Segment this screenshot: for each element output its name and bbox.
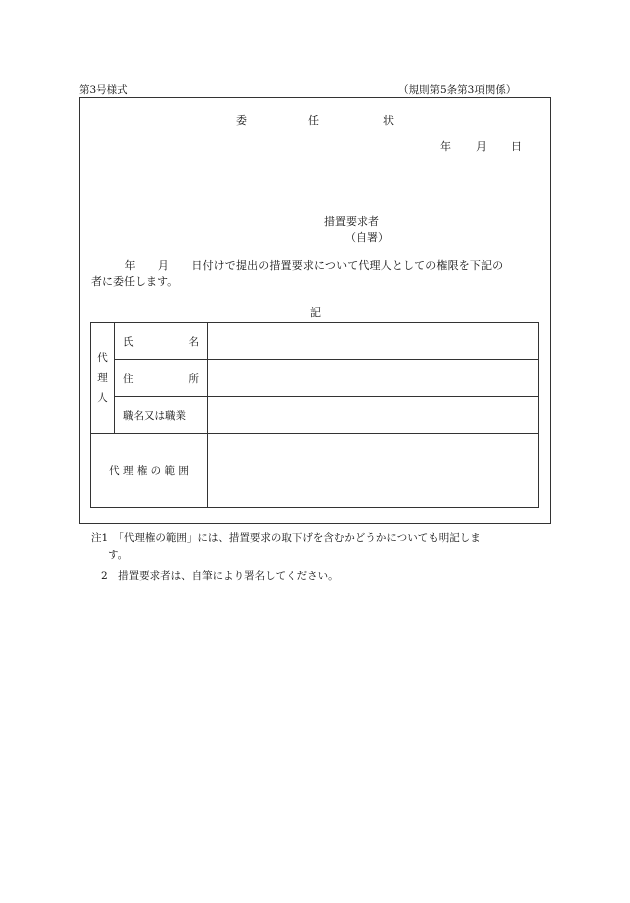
address-label-part-1: 住 — [123, 372, 134, 385]
agent-char-1: 代 — [97, 352, 108, 364]
scope-label: 代 理 権 の 範 囲 — [91, 434, 208, 508]
body-text-line-2: 者に委任します。 — [91, 275, 179, 288]
name-label-cell — [115, 323, 208, 360]
body-text-line-1: 年 月 日付けで提出の措置要求について代理人としての権限を下記の — [91, 259, 504, 272]
title-char-1: 委 — [236, 114, 247, 127]
note-1-line-1: 注1 「代理権の範囲」には、措置要求の取下げを含むかどうかについても明記しま — [91, 532, 481, 544]
title-char-2: 任 — [308, 114, 319, 127]
name-label-part-1: 氏 — [123, 335, 134, 348]
agent-char-3: 人 — [97, 392, 108, 404]
requester-label: 措置要求者 — [324, 215, 379, 228]
regulation-reference: （規則第5条第3項関係） — [398, 84, 517, 96]
name-field[interactable] — [208, 323, 539, 360]
agent-table — [90, 322, 539, 508]
date-month: 月 — [476, 140, 487, 153]
agent-vertical-label — [91, 323, 115, 434]
address-field[interactable] — [208, 360, 539, 397]
name-label-part-2: 名 — [188, 335, 199, 348]
note-1-line-2: す。 — [108, 549, 129, 561]
occupation-field[interactable] — [208, 397, 539, 434]
date-year: 年 — [440, 140, 451, 153]
agent-char-2: 理 — [97, 372, 108, 384]
form-number: 第3号様式 — [79, 84, 128, 96]
title-char-3: 状 — [383, 114, 394, 127]
address-label-cell — [115, 360, 208, 397]
scope-field[interactable] — [208, 434, 539, 508]
note-2: 2 措置要求者は、自筆により署名してください。 — [101, 570, 339, 582]
signature-note: （自署） — [345, 231, 389, 244]
ki-heading: 記 — [310, 306, 321, 319]
address-label-part-2: 所 — [188, 372, 199, 385]
occupation-label: 職名又は職業 — [115, 397, 208, 434]
date-day: 日 — [511, 140, 522, 153]
